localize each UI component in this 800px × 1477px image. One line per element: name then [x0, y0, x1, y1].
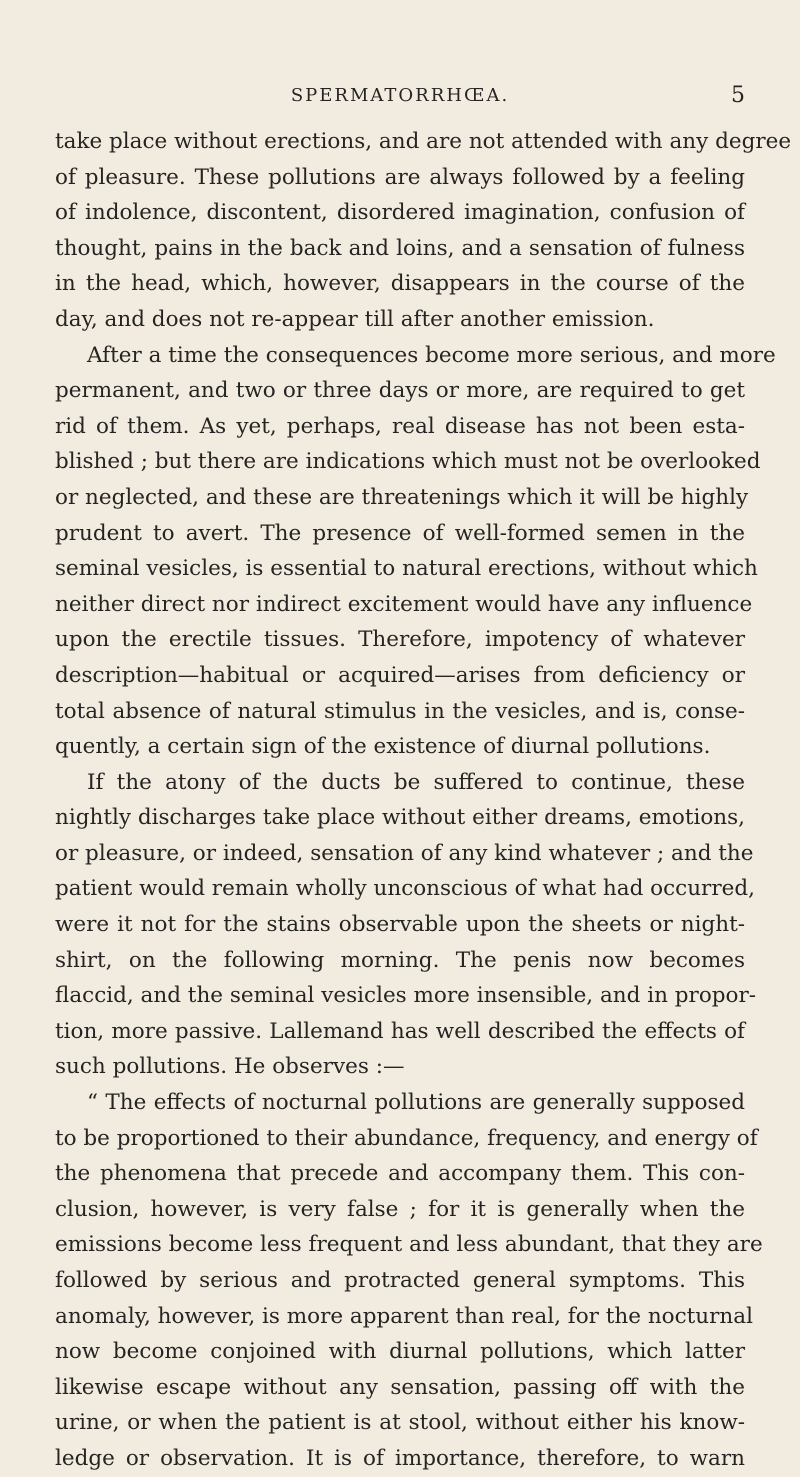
text-line: neither direct nor indirect excitement would have any influence — [55, 591, 753, 617]
text-line: total absence of natural stimulus in the vesicles, and is, conse- — [55, 698, 745, 724]
text-line: take place without erections, and are not attended with any degree — [55, 129, 792, 154]
text-line: the phenomena that precede and accompany them. This con- — [55, 1161, 745, 1187]
text-line: nightly discharges take place without either dreams, emotions, — [55, 805, 745, 831]
text-line: ledge or observation. It is of importance, therefore, to warn — [55, 1445, 745, 1471]
text-line: were it not for the stains observable upon the sheets or night- — [55, 912, 745, 938]
text-line: If the atony of the ducts be suffered to continue, these — [87, 769, 745, 795]
text-line: thought, pains in the back and loins, and a sensation of fulness — [55, 235, 745, 261]
text-line: flaccid, and the seminal vesicles more insensible, and in propor- — [55, 983, 757, 1009]
text-line: of indolence, discontent, disordered imagination, confusion of — [55, 200, 745, 226]
text-line: followed by serious and protracted general symptoms. This — [55, 1268, 745, 1293]
text-line: description—habitual or acquired—arises from deficiency or — [55, 662, 745, 688]
text-line: patient would remain wholly unconscious of what had occurred, — [55, 876, 755, 902]
text-line: such pollutions. He observes :— — [55, 1054, 405, 1080]
text-line: blished ; but there are indications which must not be overlooked — [55, 449, 761, 475]
text-line: prudent to avert. The presence of well-formed semen in the — [55, 520, 745, 546]
text-line: upon the erectile tissues. Therefore, impotency of whatever — [55, 627, 745, 653]
text-line: or pleasure, or indeed, sensation of any kind whatever ; and the — [55, 840, 754, 866]
text-line: quently, a certain sign of the existence of diurnal pollutions. — [55, 734, 711, 760]
text-line: emissions become less frequent and less abundant, that they are — [55, 1232, 763, 1258]
text-line: anomaly, however, is more apparent than real, for the nocturnal — [55, 1303, 753, 1329]
text-line: of pleasure. These pollutions are always followed by a feeling — [55, 164, 745, 190]
text-line: seminal vesicles, is essential to natural erections, without which — [55, 556, 758, 582]
text-line: permanent, and two or three days or more, are required to get — [55, 378, 745, 404]
text-line: now become conjoined with diurnal pollutions, which latter — [55, 1339, 745, 1365]
text-line: shirt, on the following morning. The penis now becomes — [55, 947, 745, 973]
text-line: in the head, which, however, disappears in the course of the — [55, 271, 745, 297]
text-line: “ The effects of nocturnal pollutions are generally supposed — [87, 1090, 745, 1116]
text-line: clusion, however, is very false ; for it is generally when the — [55, 1196, 745, 1222]
page-number: 5 — [731, 83, 745, 108]
text-line: likewise escape without any sensation, passing off with the — [55, 1374, 745, 1400]
text-line: rid of them. As yet, perhaps, real disease has not been esta- — [55, 413, 745, 439]
running-title: SPERMATORRHŒA. — [290, 85, 510, 106]
running-head — [55, 76, 745, 116]
text-line: day, and does not re-appear till after another emission. — [55, 306, 655, 332]
text-line: urine, or when the patient is at stool, without either his know- — [55, 1410, 745, 1436]
text-line: to be proportioned to their abundance, frequency, and energy of — [55, 1125, 758, 1151]
text-line: After a time the consequences become more serious, and more — [87, 342, 776, 368]
body-text — [55, 124, 792, 1477]
text-line: or neglected, and these are threatenings which it will be highly — [55, 484, 749, 510]
text-line: tion, more passive. Lallemand has well described the effects of — [55, 1018, 745, 1044]
